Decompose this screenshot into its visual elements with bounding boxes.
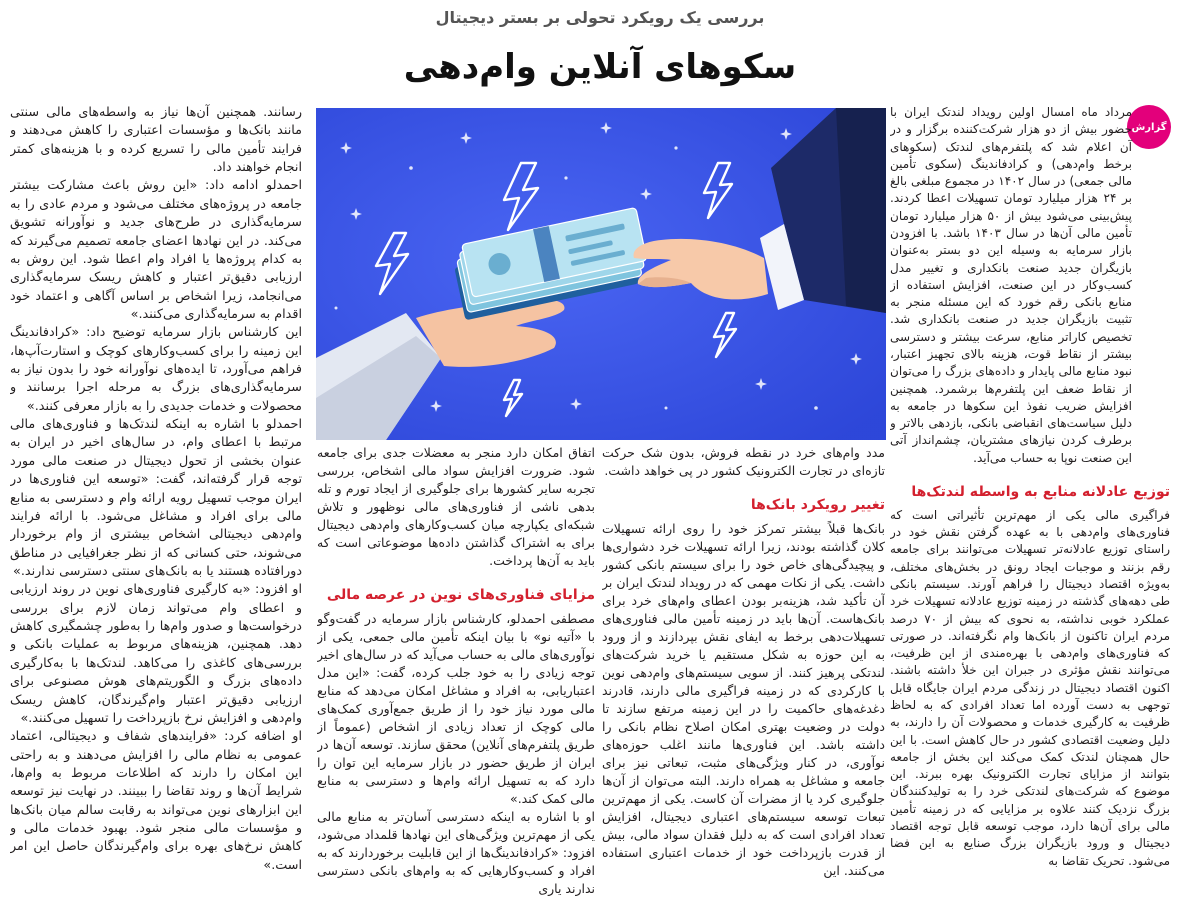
sparkle-dot <box>814 406 818 410</box>
sparkle-dot <box>665 407 668 410</box>
left-paragraph: او اضافه کرد: «فرایندهای شفاف و دیجیتالی، اعتماد عمومی به نظام مالی را افزایش می‌دهند و به راحتی این امکان را دارند که اطلاعات مربوط به وام‌ها، شرایط آن‌ها و روند تقاضا را ببینند. در نهایت نیز توسعه این ابزارهای نوین می‌تواند به رقابت سالم میان بانک‌ها و مؤسسات مالی منجر شود. بهبود خدمات مالی و کاهش نرخ‌های بهره برای وام‌گیرندگان حاصل این امر است.» <box>10 729 302 873</box>
middle-left-section-heading: مزایای فناوری‌های نوین در عرصه مالی <box>326 587 595 603</box>
sparkle-dot <box>564 176 567 179</box>
column-right <box>890 104 1170 900</box>
sparkle-dot <box>674 146 677 149</box>
left-paragraph: این کارشناس بازار سرمایه توضیح داد: «کرادفاندینگ این زمینه را برای کسب‌وکارهای کوچک و استارت‌آپ‌ها، فراهم می‌آورد، تا ایده‌های نوآورانه خود را بدون نیاز به سرمایه‌گذاری‌های بزرگ به مرحله اجرا برسانند و محصولات و خدمات جدیدی را به بازار معرفی کنند.» <box>10 325 302 414</box>
article-subtitle: بررسی یک رویکرد تحولی بر بستر دیجیتال <box>435 8 765 27</box>
section-badge: گزارش <box>1127 105 1171 149</box>
column-middle-left <box>317 444 595 900</box>
right-section-heading: توزیع عادلانه منابع به واسطه لندتک‌ها <box>911 483 1170 500</box>
middle-left-intro-paragraph: اتفاق امکان دارد منجر به معضلات جدی برای جامعه شود. ضرورت افزایش سواد مالی اشخاص، بررسی تجربه سایر کشورها برای جلوگیری از ایجاد تورم و تله بدهی ناشی از فناوری‌های مالی نوظهور و تلاش شبکه‌ای یکپارچه میان کسب‌وکارهای وام‌دهی دیجیتال برای به اشتراک گذاشتن داده‌ها موضوعاتی است که باید به آن‌ها پرداخت. <box>317 445 595 568</box>
left-paragraph: احمدلو ادامه داد: «این روش باعث مشارکت بیشتر جامعه در پروژه‌های مختلف می‌شود و مردم عادی را به سرمایه‌گذاری در طرح‌های جدید و نوآورانه تشویق می‌کند. در این نهادها اعضای جامعه تصمیم می‌گیرند که به کدام پروژه‌ها یا افراد وام اعطا شود. این روش به ارزیابی دقیق‌تر اعتبار و کاهش ریسک سرمایه‌گذاری می‌انجامد، زیرا اشخاص بر اساس آگاهی و اعتماد خود اقدام به سرمایه‌گذاری می‌کنند.» <box>10 178 302 322</box>
right-intro-paragraph: مرداد ماه امسال اولین رویداد لندتک ایران با حضور بیش از دو هزار شرکت‌کننده برگزار و در آن اعلام شد که پلتفرم‌های لندتک (سکوهای برخط وام‌دهی) و کرادفاندینگ (سکوی تأمین مالی جمعی) در سال ۱۴۰۲ در مجموع مبلغی بالغ بر ۲۴ هزار میلیارد تومان تسهیلات اعطا کردند. پیش‌بینی می‌شود بیش از ۵۰ هزار میلیارد تومان تأمین مالی آن‌ها در سال ۱۴۰۳ باشد. با افزودن بازار سرمایه به وسیله این دو بستر به‌عنوان بازیگران جدید صنعت بانکداری و تغییر مدل کسب‌وکار در این صنعت، افزایش استفاده از منابع بانکی رقم خورد که این مسئله منجر به تثبیت بازیگران جدید در صنعت بانکداری شد. تخصیص کاراتر منابع، سرعت بیشتر و دسترسی بیشتر از نقاط قوت، هزینه بالای تجهیز اعتبار، نبود منابع مالی پایدار و داده‌های بزرگ را می‌توان از نقاط ضعف این پلتفرم‌ها برشمرد. همچنین افزایش ضریب نفوذ این سکوها در جامعه به دلیل سیاست‌های انقباضی بانکی، بازدهی بالاتر و برطرف کردن نیازهای مشتریان، چشم‌انداز آتی این صنعت نوپا به حساب می‌آید. <box>890 105 1132 465</box>
article-title: سکوهای آنلاین وام‌دهی <box>403 47 797 87</box>
left-paragraph: رسانند. همچنین آن‌ها نیاز به واسطه‌های مالی سنتی مانند بانک‌ها و مؤسسات اعتباری را کاهش می‌دهند و فرایند تأمین مالی را تسریع کرده و با هزینه‌های کمتر انجام خواهند داد. <box>10 105 302 176</box>
sparkle-dot <box>335 307 338 310</box>
right-paragraph: فراگیری مالی یکی از مهم‌ترین تأثیراتی است که فناوری‌های وام‌دهی با به عهده گرفتن نقش خود در راستای توزیع عادلانه‌تر تسهیلات می‌توانند برای جامعه رقم بزنند و موجبات ایجاد رونق در بخش‌های مختلف، به‌ویژه اقتصاد دیجیتال را فراهم آورند. سیستم بانکی طی دهه‌های گذشته در زمینه توزیع عادلانه تسهیلات خرد عملکرد خوبی نداشته، به نحوی که بیش از ۷۰ درصد مردم ایران تاکنون از بانک‌ها وام نگرفته‌اند. در صورتی که فناوری‌های وام‌دهی با بهره‌مندی از این ظرفیت، می‌توانند نقش مؤثری در جبران این خلأ داشته باشند. اکنون اقتصاد دیجیتال در زندگی مردم ایران جایگاه قابل توجهی به دست آورده اما تعداد افرادی که به لحاظ ظرفیت به کارگیری خدمات و محصولات آن را دارند، به دلیل وضعیت اقتصادی کشور در حال کاهش است. با این حال همچنان لندتک کمک می‌کند این بخش از جامعه بتوانند از مزایای تجارت الکترونیک بهره ببرند. این موضوع که شرکت‌های لندتکی خرد را به تولیدکنندگان بزرگ نزدیک کنند علاوه بر مزایایی که در زمینه تأمین مالی برای آن‌ها دارد، موجب توسعه قابل توجه اقتصاد دیجیتال و ورود بازیگران بزرگ صنایع به این فضا می‌شود. تحریک تقاضا به <box>890 507 1170 868</box>
middle-right-intro-paragraph: مدد وام‌های خرد در نقطه فروش، بدون شک حرکت تازه‌ای در تجارت الکترونیک کشور در پی خواهد داشت. <box>602 445 885 478</box>
article-illustration <box>316 108 886 440</box>
left-paragraph: احمدلو با اشاره به اینکه لندتک‌ها و فناوری‌های مالی مرتبط با اعطای وام، در سال‌های اخیر در ایران به عنوان بخشی از تحول دیجیتال در صنعت مالی مورد توجه قرار گرفته‌اند، گفت: «توسعه این فناوری‌ها در ایران موجب تسهیل رویه ارائه وام و دسترسی به منابع مالی برای افراد و مشاغل می‌شود. با ارائه فرایند وام‌دهی دیجیتالی اشخاص بیشتری از وام برخوردار می‌شوند، حتی کسانی که از نظر جغرافیایی در مناطق دورافتاده هستند یا به بانک‌های سنتی دسترسی ندارند.» <box>10 417 302 579</box>
middle-left-paragraph: او با اشاره به اینکه دسترسی آسان‌تر به منابع مالی یکی از مهم‌ترین ویژگی‌های این نهادها قلمداد می‌شود، افزود: «کرادفاندینگ‌ها از این قابلیت برخوردارند که به افراد و کسب‌وکارهایی که به وام‌های بانکی دسترسی ندارند یاری <box>317 809 595 896</box>
column-middle-right <box>602 444 885 900</box>
middle-right-paragraph: بانک‌ها قبلاً بیشتر تمرکز خود را روی ارائه تسهیلات کلان گذاشته بودند، زیرا ارائه تسهیلات خرد دشواری‌ها و پیچیدگی‌های خاص خود را برای سیستم بانکی کشور داشت. یکی از نکات مهمی که در رویداد لندتک ایران بر آن تأکید شد، هزینه‌بر بودن اعطای وام‌های خرد برای بانک‌هاست. آن‌ها باید در زمینه تأمین مالی فناوری‌های تسهیلات‌دهی برخط به ایفای نقش بپردازند و از ورود به این حوزه به شکل مستقیم یا خرید شرکت‌های لندتکی پرهیز کنند. از سویی سیستم‌های وام‌دهی نوین با کارکردی که در زمینه فراگیری مالی دارند، قادرند دغدغه‌های حاکمیت را در این زمینه مرتفع سازند تا دولت در وضعیت بهتری امکان اصلاح نظام بانکی را داشته باشد. این فناوری‌ها مانند اغلب حوزه‌های نوآوری، در کنار ویژگی‌های مثبت، تبعاتی نیز برای جامعه و مشاغل به همراه دارند. البته می‌توان از آن‌ها جلوگیری کرد یا از مضرات آن کاست. یکی از مهم‌ترین تبعات توسعه سیستم‌های اعتباری دیجیتال، افزایش تعداد افرادی است که به دلیل فقدان سواد مالی، بیش از قدرت بازپرداخت خود از خدمات اعتباری استفاده می‌کنند. این <box>602 521 885 878</box>
left-paragraph: او افزود: «به کارگیری فناوری‌های نوین در روند ارزیابی و اعطای وام می‌تواند زمان لازم برای بررسی درخواست‌ها و صدور وام‌ها را به‌طور چشمگیری کاهش دهد. همچنین، هزینه‌های مربوط به عملیات بانکی و بررسی‌های کاغذی را می‌کاهد. لندتک‌ها با به‌کارگیری داده‌های بزرگ و الگوریتم‌های هوش مصنوعی برای ارزیابی دقیق‌تر اعتبار وام‌گیرندگان، کاهش ریسک وام‌دهی و افزایش نرخ بازپرداخت را تسهیل می‌کنند.» <box>10 582 302 726</box>
middle-left-paragraph: مصطفی احمدلو، کارشناس بازار سرمایه در گفت‌وگو با «آتیه نو» با بیان اینکه تأمین مالی جمعی، یکی از نوآوری‌های مالی به حساب می‌آید که در سال‌های اخیر توجه زیادی را به خود جلب کرده، گفت: «این مدل اعتباریابی، به افراد و مشاغل امکان می‌دهد که منابع مالی مورد نیاز خود را از طریق جمع‌آوری کمک‌های مالی کوچک از تعداد زیادی از اشخاص (عموماً از طریق پلتفرم‌های آنلاین) محقق سازند. توسعه آن‌ها در ایران از طریق حضور در بازار سرمایه این توان را دارد که به تسهیل ارائه وام‌ها و دسترسی به منابع مالی کمک کند.» <box>317 611 595 806</box>
sparkle-dot <box>409 166 413 170</box>
middle-right-section-heading: تغییر رویکرد بانک‌ها <box>750 497 885 513</box>
column-left <box>10 104 302 900</box>
